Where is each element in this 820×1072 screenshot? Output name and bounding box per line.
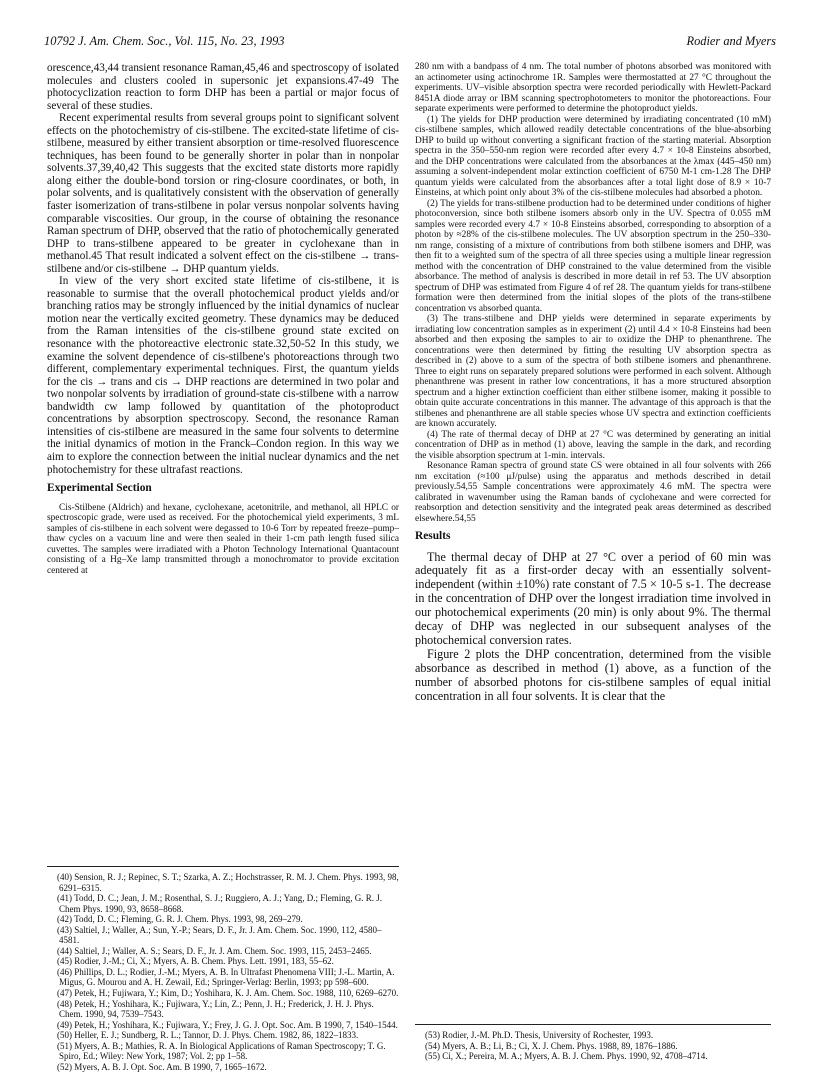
right-column <box>415 62 771 704</box>
reference-item: (45) Rodier, J.-M.; Ci, X.; Myers, A. B. Chem. Phys. Lett. 1991, 183, 55–62. <box>57 956 334 967</box>
reference-item: (40) Sension, R. J.; Repinec, S. T.; Szarka, A. Z.; Hochstrasser, R. M. J. Chem. Phys. 1993, 98, 6291–6315. <box>57 872 399 893</box>
reference-item: (51) Myers, A. B.; Mathies, R. A. In Biological Applications of Raman Spectroscopy; T. G. Spiro, Ed.; Wiley: New York, 1987; Vol. 2; pp 1–58. <box>57 1040 386 1062</box>
reference-item: (43) Saltiel, J.; Waller, A.; Sun, Y.-P.; Sears, D. F., Jr. J. Am. Chem. Soc. 1990, 112, 4580–4581. <box>57 924 382 946</box>
reference-item: (48) Petek, H.; Yoshihara, K.; Fujiwara, Y.; Lin, Z.; Penn, J. H.; Frederick, J. H. J. Phys. Chem. 1990, 94, 7539–7543. <box>57 998 374 1020</box>
paragraph: (4) The rate of thermal decay of DHP at 27 °C was determined by generating an initial concentration of DHP as in method (1) above, leaving the sample in the dark, and recording the visible absorption spectrum at 1-min. intervals. <box>415 429 771 461</box>
reference-item: (54) Myers, A. B.; Li, B.; Ci, X. J. Chem. Phys. 1988, 89, 1876–1886. <box>425 1040 678 1051</box>
paragraph: (2) The yields for trans-stilbene production had to be determined under conditions of higher photoconversion, since both stilbene isomers absorb only in the UV. Spectra of 0.055 mM samples were recorded every 4.7 × 10-8 Einsteins absorbed, corresponding to absorption of a photon by ≈28% of the cis-stilbene molecules. The UV absorption spectrum in the 250–330-nm range, consisting of a mixture of contributions from both stilbene isomers and DHP, was then fit to a weighted sum of the spectra of all three species using a multiple linear regression method with the concentration of DHP constrained to the value determined from the visible absorbance. The method of analysis is described in more detail in ref 53. The UV absorption spectrum of DHP was estimated from Figure 4 of ref 28. The quantum yields for trans-stilbene formation were then determined from the initial slopes of the plots of the trans-stilbene concentration vs absorbed quanta. <box>415 198 771 314</box>
paragraph: (1) The yields for DHP production were determined by irradiating concentrated (10 mM) cis-stilbene samples, which allowed readily detectable concentrations of the blue-absorbing DHP to build up without converting a significant fraction of the starting material. Absorption spectra in the 350–550-nm region were recorded after every 4.7 × 10-8 Einsteins absorbed, and the DHP concentrations were calculated from the absorbances at the λmax (445–450 nm) assuming a solvent-independent molar extinction coefficient of 6750 M-1 cm-1.28 The DHP quantum yields were calculated from the absorbances after a total light dose of 8.9 × 10-7 Einsteins, at which point only about 3% of the cis-stilbene molecules had absorbed a photon. <box>415 114 771 198</box>
reference-item: (42) Todd, D. C.; Fleming, G. R. J. Chem. Phys. 1993, 98, 269–279. <box>57 914 303 925</box>
journal-citation: 10792 J. Am. Chem. Soc., Vol. 115, No. 23, 1993 <box>44 34 285 48</box>
reference-item: (49) Petek, H.; Yoshihara, K.; Fujiwara, Y.; Frey, J. G. J. Opt. Soc. Am. B 1990, 7, 1540–1544. <box>57 1019 398 1030</box>
reference-item: (55) Ci, X.; Pereira, M. A.; Myers, A. B. J. Chem. Phys. 1990, 92, 4708–4714. <box>425 1051 708 1062</box>
paragraph: 280 nm with a bandpass of 4 nm. The total number of photons absorbed was monitored with an actinometer using actinochrome 1R. Samples were thermostatted at 27 °C throughout the experiments. UV–visible absorption spectra were recorded periodically with Hewlett-Packard 8451A diode array or IBM scanning spectrophotometers to monitor the photoreactions. Four separate experiments were performed to determine the photoproduct yields. <box>415 62 771 114</box>
section-heading-results: Results <box>415 530 451 542</box>
running-header <box>44 34 776 54</box>
reference-item: (44) Saltiel, J.; Waller, A. S.; Sears, D. F., Jr. J. Am. Chem. Soc. 1993, 115, 2453–2465. <box>57 945 372 956</box>
reference-item: (50) Heller, E. J.; Sundberg, R. L.; Tannor, D. J. Phys. Chem. 1982, 86, 1822–1833. <box>57 1030 359 1041</box>
paragraph: Figure 2 plots the DHP concentration, determined from the visible absorbance as described in method (1) above, as a function of the number of absorbed photons for cis-stilbene samples of equal initial concentration in all four solvents. It is clear that the <box>415 646 771 703</box>
paragraph: orescence,43,44 transient resonance Raman,45,46 and spectroscopy of isolated molecules and clusters cooled in supersonic jet expansions.47-49 The photocyclization reaction to form DHP has been a partial or major focus of several of these studies. <box>47 62 399 112</box>
authors-running-head: Rodier and Myers <box>686 34 776 48</box>
section-heading-experimental: Experimental Section <box>47 482 152 495</box>
left-column <box>47 62 399 576</box>
paragraph: The thermal decay of DHP at 27 °C over a period of 60 min was adequately fit as a first-order decay with an essentially solvent-independent (within ±10%) rate constant of 7.5 × 10-5 s-1. The decrease in the concentration of DHP over the longest irradiation time involved in our photochemical experiments (20 min) is only about 9%. The thermal decay of DHP was neglected in our subsequent analyses of the photochemical conversion rates. <box>415 549 771 647</box>
paragraph: (3) The trans-stilbene and DHP yields were determined in separate experiments by irradiating low concentration samples as in experiment (2) until 4.4 × 10-8 Einsteins had been absorbed and then exposing the samples to air to oxidize the DHP to phenanthrene. The concentrations were then determined by fitting the resulting UV absorption spectra as described in (2) above to a sum of the spectra of both stilbene isomers and phenanthrene. Three to eight runs on separately prepared solutions were performed in each solvent. Although phenanthrene was present in rather low concentrations, it has a more structured absorption spectrum and a higher extinction coefficient than either stilbene isomer, making it possible to obtain quite accurate concentrations in this manner. The advantage of this approach is that the stilbenes and phenanthrene are all stable species whose UV spectra and extinction coefficients are known accurately. <box>415 314 771 429</box>
paragraph: Resonance Raman spectra of ground state CS were obtained in all four solvents with 266 nm excitation (≈100 μJ/pulse) using the apparatus and methods described in detail previously.54,55 Sample concentrations were approximately 4.6 mM. The spectra were calibrated in wavenumber using the Raman bands of cyclohexane and were corrected for reabsorption and detection sensitivity and the integrated peak areas determined as described elsewhere.54,55 <box>415 461 771 524</box>
reference-item: (47) Petek, H.; Fujiwara, Y.; Kim, D.; Yoshihara, K. J. Am. Chem. Soc. 1988, 110, 6269–6270. <box>57 988 399 999</box>
reference-item: (46) Phillips, D. L.; Rodier, J.-M.; Myers, A. B. In Ultrafast Phenomena VIII; J.-L. Martin, A. Migus, G. Mourou and A. H. Zewail, Ed.; Springer-Verlag: Berlin, 1993; pp 598–600. <box>57 966 395 988</box>
reference-item: (52) Myers, A. B. J. Opt. Soc. Am. B 1990, 7, 1665–1672. <box>57 1061 267 1072</box>
reference-item: (53) Rodier, J.-M. Ph.D. Thesis, University of Rochester, 1993. <box>425 1030 654 1040</box>
reference-item: (41) Todd, D. C.; Jean, J. M.; Rosenthal, S. J.; Ruggiero, A. J.; Yang, D.; Fleming, G. R. J. Chem Phys. 1990, 93, 8658–8668. <box>57 893 382 914</box>
references-right <box>415 1024 771 1062</box>
paragraph: In view of the very short excited state lifetime of cis-stilbene, it is reasonable to surmise that the overall photochemical product yields and/or branching ratios may be strongly influenced by the initial dynamics of nuclear motion near the vertically excited geometry. These dynamics may be deduced from the Raman intensities of the cis-stilbene ground state excited on resonance with the photoreactive electronic state.32,50-52 In this study, we examine the solvent dependence of cis-stilbene's photoreactions through two different, complementary experimental techniques. First, the quantum yields for the cis → trans and cis → DHP reactions are determined in two polar and two nonpolar solvents by irradiation of ground-state cis-stilbene with a narrow bandwidth cw lamp followed by quantitation of the photoproduct concentrations by absorption spectroscopy. Second, the resonance Raman intensities of cis-stilbene are measured in the same four solvents to determine the initial dynamics of motion in the Franck–Condon region. In this way we aim to explore the connection between the initial nuclear dynamics and the net photochemistry for these ultrafast reactions. <box>47 275 399 476</box>
paragraph: Recent experimental results from several groups point to significant solvent effects on the photochemistry of cis-stilbene. The excited-state lifetime of cis-stilbene, measured by either transient absorption or time-resolved fluorescence techniques, has been found to be generally shorter in polar than in nonpolar solvents.37,39,40,42 This suggests that the excited state distorts more rapidly along either the double-bond torsion or ring-closure coordinates, or both, in polar solvents, and is qualitatively consistent with the observation of generally faster isomerization of trans-stilbene in polar versus nonpolar solvents having comparable viscosities. Our group, in the course of obtaining the resonance Raman spectrum of DHP, observed that the ratio of photochemically generated DHP to trans-stilbene appeared to be greater in cyclohexane than in methanol.45 That result indicated a solvent effect on the cis-stilbene → trans-stilbene and/or cis-stilbene → DHP quantum yields. <box>47 112 399 275</box>
paragraph: Cis-Stilbene (Aldrich) and hexane, cyclohexane, acetonitrile, and methanol, all HPLC or spectroscopic grade, were used as received. For the photochemical yield experiments, 3 mL samples of cis-stilbene in each solvent were degassed to 10-6 Torr by repeated freeze–pump–thaw cycles on a vacuum line and were then sealed in their 1-cm path length fused silica cuvettes. The samples were irradiated with a Photon Technology International Quantacount consisting of a Hg–Xe lamp transmitted through a monochromator to provide excitation centered at <box>47 502 399 576</box>
references-left <box>47 866 399 1072</box>
